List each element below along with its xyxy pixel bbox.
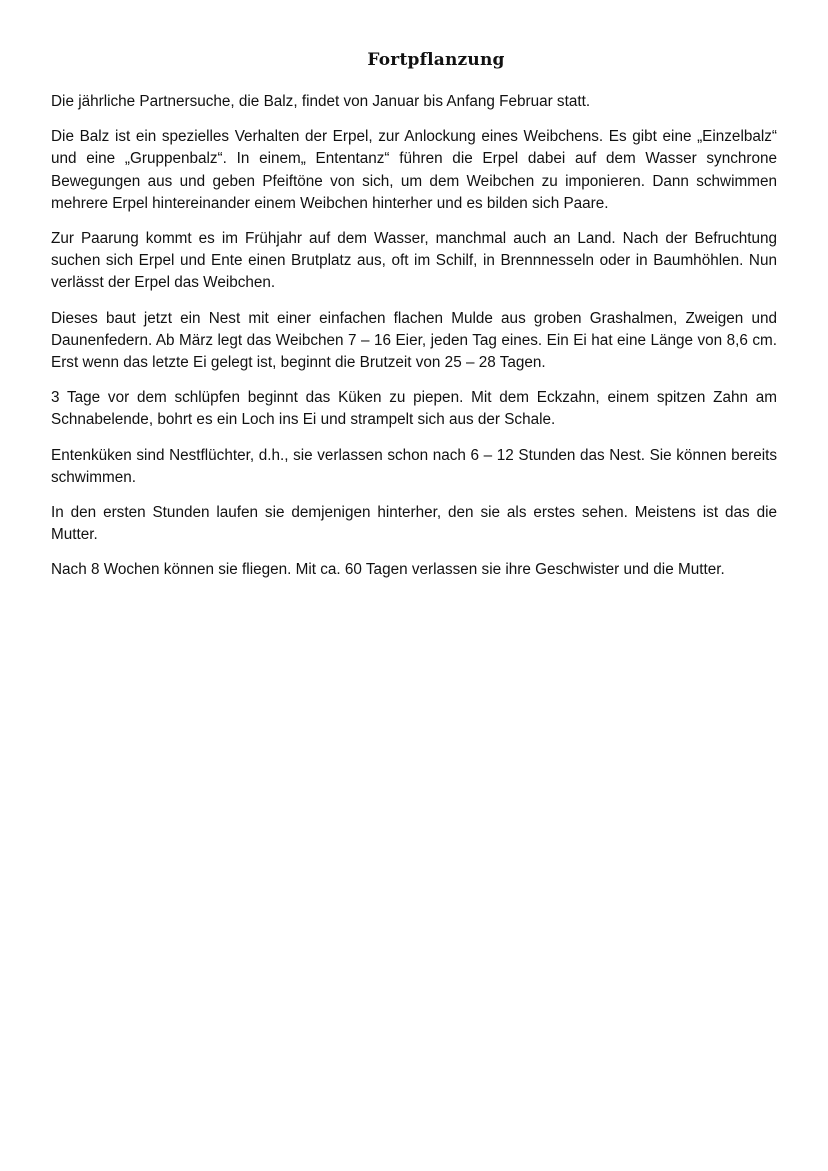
paragraph-mating: Zur Paarung kommt es im Frühjahr auf dem Wasser, manchmal auch an Land. Nach der Befruchtung suchen sich Erpel und Ente einen Brutplatz aus, oft im Schilf, in Brennnesseln oder in Baumhöhlen. Nun verlässt der Erpel das Weibchen. — [51, 230, 777, 292]
document-body — [51, 91, 777, 595]
paragraph-hatching: 3 Tage vor dem schlüpfen beginnt das Küken zu piepen. Mit dem Eckzahn, einem spitzen Zahn am Schnabelende, bohrt es ein Loch ins Ei und strampelt sich aus der Schale. — [51, 389, 777, 429]
paragraph-nestfluechter: Entenküken sind Nestflüchter, d.h., sie verlassen schon nach 6 – 12 Stunden das Nest. Sie können bereits schwimmen. — [51, 446, 777, 486]
paragraph-flying: Nach 8 Wochen können sie fliegen. Mit ca. 60 Tagen verlassen sie ihre Geschwister und die Mutter. — [51, 561, 725, 579]
paragraph-nest-eggs: Dieses baut jetzt ein Nest mit einer einfachen flachen Mulde aus groben Grashalmen, Zweigen und Daunenfedern. Ab März legt das Weibchen 7 – 16 Eier, jeden Tag eines. Ein Ei hat eine Länge von 8,6 cm. Erst wenn das letzte Ei gelegt ist, beginnt die Brutzeit von 25 – 28 Tagen. — [51, 309, 777, 372]
page-title: Fortpflanzung — [367, 50, 505, 70]
paragraph-balz-time: Die jährliche Partnersuche, die Balz, findet von Januar bis Anfang Februar statt. — [51, 93, 591, 110]
paragraph-balz-behavior: Die Balz ist ein spezielles Verhalten der Erpel, zur Anlockung eines Weibchens. Es gibt eine „Einzelbalz“ und eine „Gruppenbalz“. In einem„ Ententanz“ führen die Erpel dabei auf dem Wasser synchrone Bewegungen aus und geben Pfeiftöne von sich, um dem Weibchen zu imponieren. Dann schwimmen mehrere Erpel hintereinander einem Weibchen hinterher und es bilden sich Paare. — [51, 128, 777, 212]
paragraph-imprinting: In den ersten Stunden laufen sie demjenigen hinterher, den sie als erstes sehen. Meistens ist das die Mutter. — [51, 504, 777, 544]
